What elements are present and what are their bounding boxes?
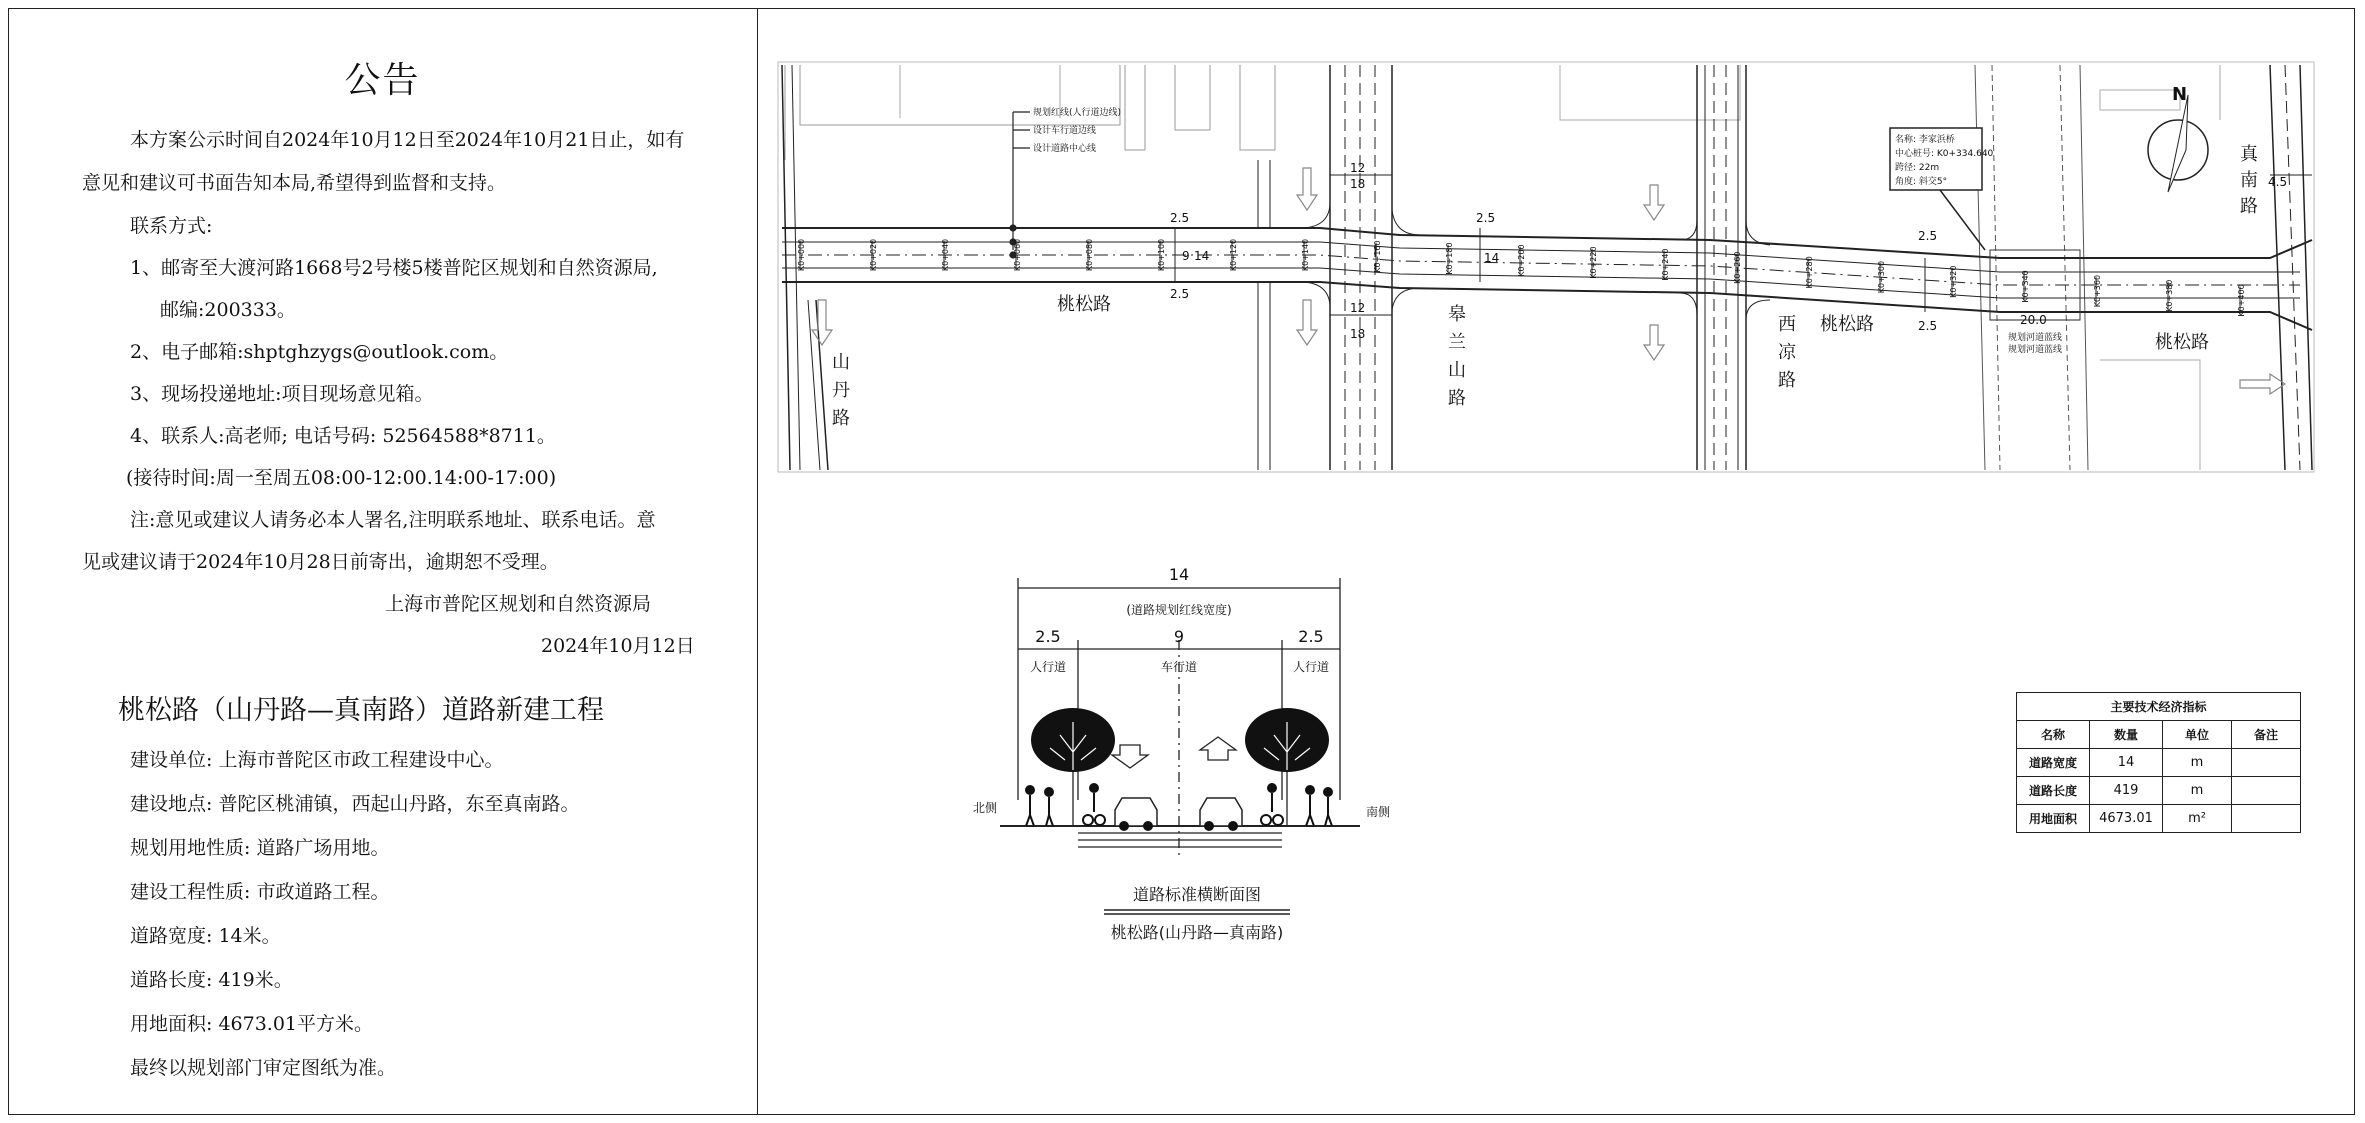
station-label: K0+280 xyxy=(1805,256,1814,289)
xiliang-char-3: 路 xyxy=(1778,370,1796,391)
shandan-char-2: 丹 xyxy=(832,380,850,401)
notice-title: 公告 xyxy=(344,60,421,101)
contact-heading: 联系方式: xyxy=(130,215,213,237)
tech-table-title: 主要技术经济指标 xyxy=(2017,693,2301,721)
station-label: K0+200 xyxy=(1517,244,1526,277)
tech-cell: 419 xyxy=(2090,777,2163,805)
tech-header-remark: 备注 xyxy=(2232,721,2301,749)
dim-18-top: 18 xyxy=(1350,177,1366,191)
project-area: 用地面积: 4673.01平方米。 xyxy=(130,1013,374,1035)
station-label: K0+180 xyxy=(1445,242,1454,275)
dim-2-5-a: 2.5 xyxy=(1170,211,1190,225)
section-right-walk-width: 2.5 xyxy=(1298,627,1324,646)
dim-2-5-b: 2.5 xyxy=(1170,287,1190,301)
dim-18-bottom: 18 xyxy=(1350,327,1366,341)
legend-red-line: 规划红线(人行道边线) xyxy=(1033,108,1122,118)
station-label: K0+160 xyxy=(1373,240,1382,273)
gaolanshan-char-4: 路 xyxy=(1448,388,1466,409)
tech-cell: 道路宽度 xyxy=(2017,749,2090,777)
project-unit: 建设单位: 上海市普陀区市政工程建设中心。 xyxy=(130,749,504,771)
dim-12-bottom: 12 xyxy=(1350,301,1366,315)
station-label: K0+020 xyxy=(869,238,878,272)
station-label: K0+140 xyxy=(1301,238,1310,272)
tech-cell: 用地面积 xyxy=(2017,805,2090,833)
legend-carriage-edge: 设计车行道边线 xyxy=(1033,126,1097,136)
dim-2-5-d: 2.5 xyxy=(1918,229,1938,243)
table-row xyxy=(2017,749,2301,777)
zhennan-char-1: 真 xyxy=(2240,144,2258,165)
xiliang-char-2: 凉 xyxy=(1778,342,1796,363)
reception-hours: (接待时间:周一至周五08:00-12:00.14:00-17:00) xyxy=(126,467,557,489)
section-total-width: 14 xyxy=(1168,565,1190,584)
curve-angle: 角度: 斜交5° xyxy=(1895,177,1948,187)
gaolanshan-char-3: 山 xyxy=(1448,360,1466,381)
curve-station: 中心桩号: K0+334.640 xyxy=(1895,149,1994,159)
river-label-2: 规划河道蓝线 xyxy=(2008,345,2063,355)
section-carriage-width: 9 xyxy=(1173,627,1185,646)
station-label: K0+320 xyxy=(1949,265,1958,298)
contact-email: 2、电子邮箱:shptghzygs@outlook.com。 xyxy=(130,341,509,363)
contact-mail-line1: 1、邮寄至大渡河路1668号2号楼5楼普陀区规划和自然资源局, xyxy=(130,257,658,279)
project-width: 道路宽度: 14米。 xyxy=(130,925,281,947)
tech-header-name: 名称 xyxy=(2017,721,2090,749)
project-length: 道路长度: 419米。 xyxy=(130,969,293,991)
river-width: 20.0 xyxy=(2020,313,2047,327)
tech-cell: 14 xyxy=(2090,749,2163,777)
station-label: K0+300 xyxy=(1877,260,1886,294)
section-right-walk-label: 人行道 xyxy=(1292,660,1330,674)
gaolanshan-char-1: 皋 xyxy=(1448,304,1466,325)
gaolanshan-char-2: 兰 xyxy=(1448,332,1466,353)
contact-person: 4、联系人:高老师; 电话号码: 52564588*8711。 xyxy=(130,425,556,447)
section-total-caption: (道路规划红线宽度) xyxy=(1126,603,1232,617)
dim-4-5: 4.5 xyxy=(2268,175,2288,189)
contact-mail-line2: 邮编:200333。 xyxy=(160,299,296,321)
station-label: K0+040 xyxy=(941,238,950,272)
dim-2-5-c: 2.5 xyxy=(1476,211,1496,225)
note-line1: 注:意见或建议人请务必本人署名,注明联系地址、联系电话。意 xyxy=(130,509,656,531)
curve-span: 跨径: 22m xyxy=(1895,163,1940,173)
tech-header-qty: 数量 xyxy=(2090,721,2163,749)
section-north-side: 北侧 xyxy=(972,801,998,815)
tech-cell: m xyxy=(2163,777,2232,805)
table-row xyxy=(2017,805,2301,833)
dim-12-top: 12 xyxy=(1350,161,1366,175)
project-location: 建设地点: 普陀区桃浦镇，西起山丹路，东至真南路。 xyxy=(130,793,580,815)
station-label: K0+340 xyxy=(2021,270,2030,303)
tech-cell: m² xyxy=(2163,805,2232,833)
dim-14-a: 14 xyxy=(1194,249,1210,263)
dim-9-a: 9 xyxy=(1182,249,1190,263)
project-title: 桃松路（山丹路—真南路）道路新建工程 xyxy=(118,695,604,726)
plan-road-name-3: 桃松路 xyxy=(2155,332,2209,353)
north-label: N xyxy=(2172,84,2188,105)
section-south-side: 南侧 xyxy=(1365,805,1391,819)
tech-cell: 道路长度 xyxy=(2017,777,2090,805)
table-row xyxy=(2017,777,2301,805)
tech-cell: 4673.01 xyxy=(2090,805,2163,833)
dim-14-b: 14 xyxy=(1484,251,1500,265)
notice-date: 2024年10月12日 xyxy=(541,635,695,657)
station-label: K0+240 xyxy=(1661,248,1670,281)
station-label: K0+060 xyxy=(1013,238,1022,272)
section-caption-2: 桃松路(山丹路—真南路) xyxy=(1110,923,1284,942)
section-left-walk-width: 2.5 xyxy=(1035,627,1061,646)
section-left-walk-label: 人行道 xyxy=(1029,660,1067,674)
dim-2-5-e: 2.5 xyxy=(1918,319,1938,333)
station-label: K0+400 xyxy=(2237,284,2246,317)
project-nature: 建设工程性质: 市政道路工程。 xyxy=(130,881,390,903)
shandan-char-3: 路 xyxy=(832,408,850,429)
notice-para1-line2: 意见和建议可书面告知本局,希望得到监督和支持。 xyxy=(82,172,507,194)
tech-indicator-table xyxy=(2016,692,2301,833)
station-label: K0+260 xyxy=(1733,251,1742,284)
shandan-char-1: 山 xyxy=(832,352,850,373)
tech-cell xyxy=(2232,805,2301,833)
notice-para1-line1: 本方案公示时间自2024年10月12日至2024年10月21日止，如有 xyxy=(130,129,685,151)
station-label: K0+000 xyxy=(797,238,806,272)
station-label: K0+080 xyxy=(1085,238,1094,272)
tech-cell xyxy=(2232,749,2301,777)
tech-cell: m xyxy=(2163,749,2232,777)
tech-cell xyxy=(2232,777,2301,805)
xiliang-char-1: 西 xyxy=(1778,314,1796,335)
plan-road-name-1: 桃松路 xyxy=(1057,294,1111,315)
contact-box: 3、现场投递地址:项目现场意见箱。 xyxy=(130,383,434,405)
legend-centerline: 设计道路中心线 xyxy=(1033,144,1097,154)
section-carriage-label: 车行道 xyxy=(1160,660,1198,674)
station-label: K0+380 xyxy=(2165,279,2174,312)
curve-name: 名称: 李家浜桥 xyxy=(1895,135,1955,145)
note-line2: 见或建议请于2024年10月28日前寄出，逾期恕不受理。 xyxy=(82,551,559,573)
zhennan-char-2: 南 xyxy=(2240,170,2258,191)
project-final: 最终以规划部门审定图纸为准。 xyxy=(130,1057,397,1079)
station-label: K0+360 xyxy=(2093,274,2102,308)
zhennan-char-3: 路 xyxy=(2240,196,2258,217)
issuer: 上海市普陀区规划和自然资源局 xyxy=(385,593,652,615)
tech-header-unit: 单位 xyxy=(2163,721,2232,749)
section-caption-1: 道路标准横断面图 xyxy=(1132,885,1262,904)
project-land-use: 规划用地性质: 道路广场用地。 xyxy=(130,837,390,859)
station-label: K0+220 xyxy=(1589,246,1598,279)
station-label: K0+120 xyxy=(1229,238,1238,272)
river-label-1: 规划河道蓝线 xyxy=(2008,333,2063,343)
plan-road-name-2: 桃松路 xyxy=(1820,314,1874,335)
station-label: K0+100 xyxy=(1157,238,1166,272)
